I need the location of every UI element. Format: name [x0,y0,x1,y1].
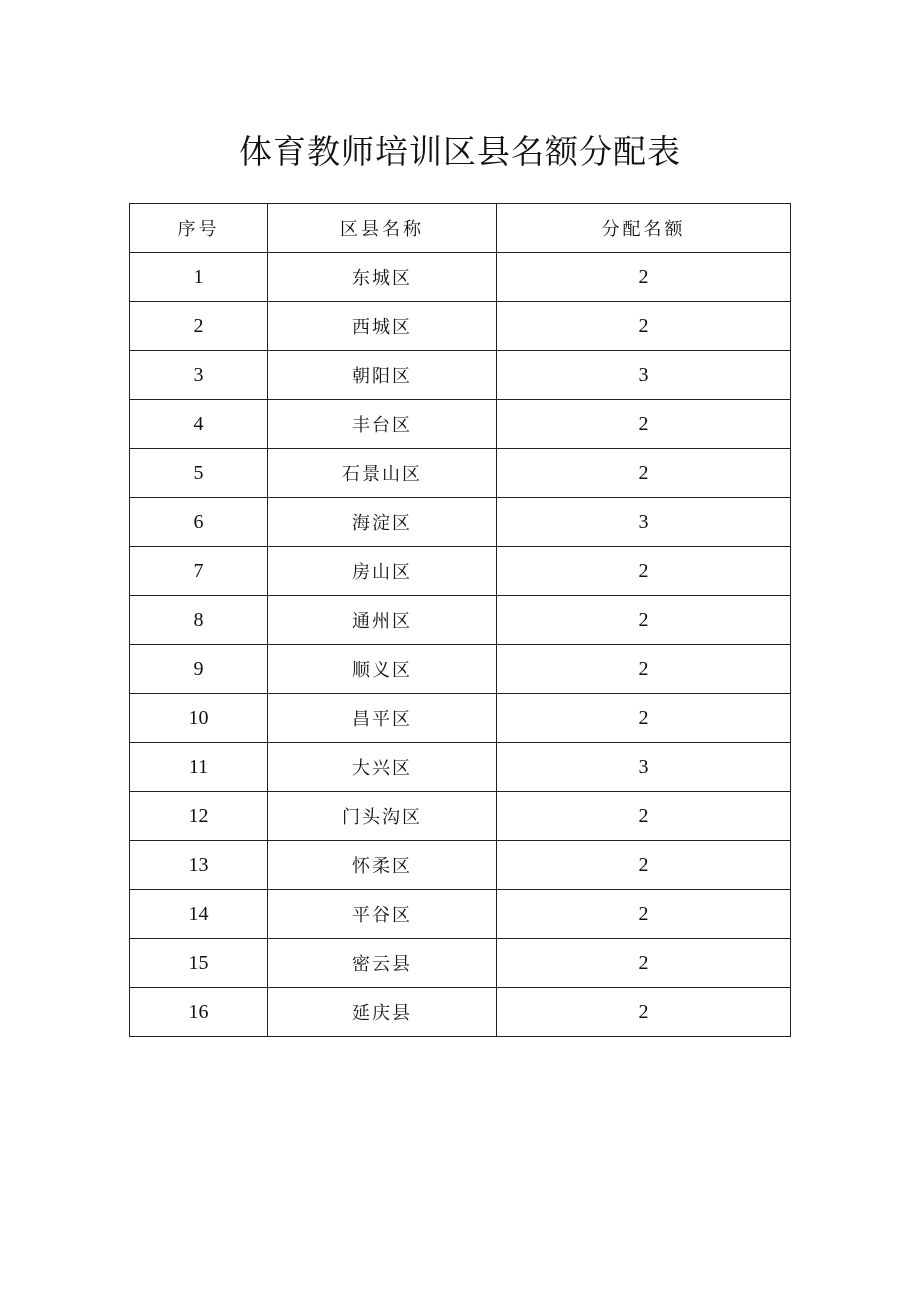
cell-quota: 2 [497,596,791,645]
cell-index: 8 [130,596,268,645]
table-body [130,253,791,1037]
table-row [130,645,791,694]
cell-index: 7 [130,547,268,596]
cell-name: 门头沟区 [268,792,497,841]
cell-index: 10 [130,694,268,743]
cell-quota: 2 [497,939,791,988]
cell-index: 11 [130,743,268,792]
table-row [130,302,791,351]
cell-quota: 3 [497,743,791,792]
cell-name: 海淀区 [268,498,497,547]
table-row [130,890,791,939]
table-row [130,792,791,841]
cell-name: 丰台区 [268,400,497,449]
cell-index: 5 [130,449,268,498]
table-row [130,449,791,498]
allocation-table [129,203,791,1037]
cell-name: 房山区 [268,547,497,596]
cell-index: 2 [130,302,268,351]
cell-quota: 2 [497,792,791,841]
cell-quota: 2 [497,890,791,939]
cell-index: 16 [130,988,268,1037]
cell-quota: 2 [497,253,791,302]
cell-quota: 2 [497,988,791,1037]
table-row [130,498,791,547]
cell-name: 平谷区 [268,890,497,939]
table-row [130,400,791,449]
cell-index: 6 [130,498,268,547]
cell-quota: 2 [497,449,791,498]
table-header-row [130,204,791,253]
cell-name: 通州区 [268,596,497,645]
cell-quota: 3 [497,351,791,400]
page-title: 体育教师培训区县名额分配表 [239,132,681,171]
header-name: 区县名称 [268,204,497,253]
cell-quota: 2 [497,694,791,743]
cell-index: 14 [130,890,268,939]
table-row [130,351,791,400]
cell-quota: 2 [497,547,791,596]
table-row [130,743,791,792]
header-index: 序号 [130,204,268,253]
cell-name: 朝阳区 [268,351,497,400]
cell-quota: 2 [497,400,791,449]
table-row [130,939,791,988]
cell-quota: 3 [497,498,791,547]
cell-quota: 2 [497,302,791,351]
cell-name: 顺义区 [268,645,497,694]
table-row [130,694,791,743]
cell-index: 9 [130,645,268,694]
cell-quota: 2 [497,645,791,694]
table-row [130,988,791,1037]
cell-index: 1 [130,253,268,302]
cell-name: 大兴区 [268,743,497,792]
cell-name: 东城区 [268,253,497,302]
table-row [130,596,791,645]
cell-name: 石景山区 [268,449,497,498]
cell-name: 西城区 [268,302,497,351]
cell-name: 昌平区 [268,694,497,743]
cell-index: 3 [130,351,268,400]
header-quota: 分配名额 [497,204,791,253]
table-row [130,547,791,596]
cell-quota: 2 [497,841,791,890]
table-row [130,253,791,302]
cell-name: 延庆县 [268,988,497,1037]
cell-index: 12 [130,792,268,841]
cell-index: 13 [130,841,268,890]
cell-name: 怀柔区 [268,841,497,890]
cell-name: 密云县 [268,939,497,988]
cell-index: 15 [130,939,268,988]
table-row [130,841,791,890]
cell-index: 4 [130,400,268,449]
